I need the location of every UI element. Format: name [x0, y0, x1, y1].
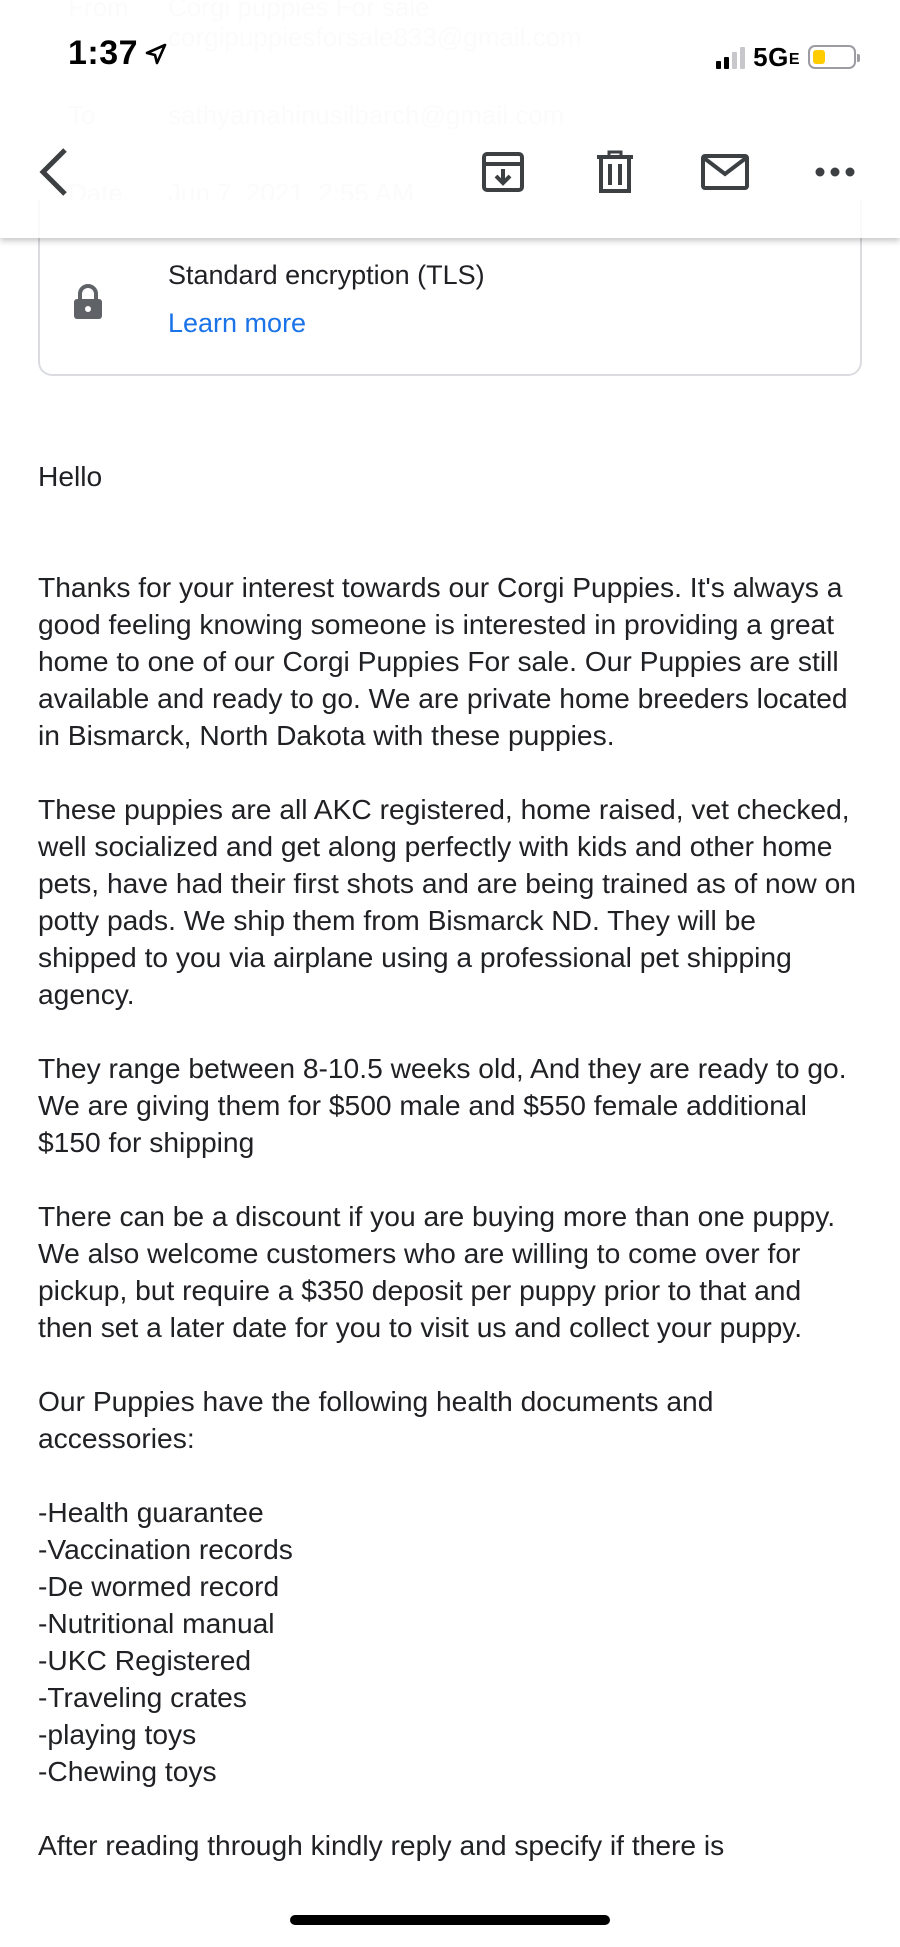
list-item: -Traveling crates	[38, 1681, 247, 1713]
list-item: -Nutritional manual	[38, 1607, 275, 1639]
message-paragraph: There can be a discount if you are buying more than one puppy. We also welcome customers who are willing to come over for pickup, but require a $350 deposit per puppy prior to that and then set a later date for you to visit us and collect your puppy.	[38, 1200, 836, 1343]
network-type: 5GE	[753, 41, 800, 72]
archive-button[interactable]	[478, 140, 528, 204]
archive-icon	[481, 151, 525, 193]
list-item: -playing toys	[38, 1718, 197, 1750]
home-indicator[interactable]	[290, 1915, 610, 1925]
location-arrow-icon	[144, 42, 168, 66]
clock: 1:37	[68, 34, 139, 72]
list-item: -Vaccination records	[38, 1533, 293, 1565]
top-app-bar	[0, 0, 900, 238]
message-paragraph: These puppies are all AKC registered, home raised, vet checked, well socialized and get along perfectly with kids and other home pets, have had their first shots and are being trained as of now on potty pads. We ship them from Bismarck ND. They will be shipped to you via airplane using a professional pet shipping agency.	[38, 793, 856, 1010]
list-item: -Health guarantee	[38, 1496, 264, 1528]
battery-icon	[808, 45, 856, 69]
trash-icon	[595, 150, 635, 194]
list-item: -UKC Registered	[38, 1644, 252, 1676]
signal-icon	[716, 45, 745, 69]
list-item: -De wormed record	[38, 1570, 280, 1602]
message-paragraph: Our Puppies have the following health documents and accessories:	[38, 1385, 714, 1454]
delete-button[interactable]	[590, 140, 640, 204]
message-body	[38, 458, 858, 1901]
more-options-button[interactable]	[810, 140, 860, 204]
message-paragraph: Thanks for your interest towards our Corgi Puppies. It's always a good feeling knowing someone is interested in providing a great home to one of our Corgi Puppies For sale. Our Puppies are still available and ready to go. We are private home breeders located in Bismarck, North Dakota with these puppies.	[38, 571, 848, 751]
list-item: -Chewing toys	[38, 1755, 217, 1787]
back-button[interactable]	[28, 140, 78, 204]
mail-icon	[701, 154, 749, 190]
lock-icon	[72, 284, 104, 325]
documents-list	[38, 1494, 858, 1790]
more-horizontal-icon	[815, 167, 855, 177]
learn-more-link[interactable]: Learn more	[168, 308, 307, 338]
greeting: Hello	[38, 460, 103, 492]
encryption-title: Standard encryption (TLS)	[168, 260, 485, 290]
status-time	[68, 34, 168, 73]
chevron-left-icon	[35, 146, 71, 198]
message-paragraph: They range between 8-10.5 weeks old, And they are ready to go. We are giving them for $500 male and $550 female additional $150 for shipping	[38, 1052, 847, 1158]
mark-unread-button[interactable]	[698, 140, 752, 204]
status-indicators	[716, 42, 856, 72]
trailing-text: After reading through kindly reply and specify if there is	[38, 1829, 725, 1861]
